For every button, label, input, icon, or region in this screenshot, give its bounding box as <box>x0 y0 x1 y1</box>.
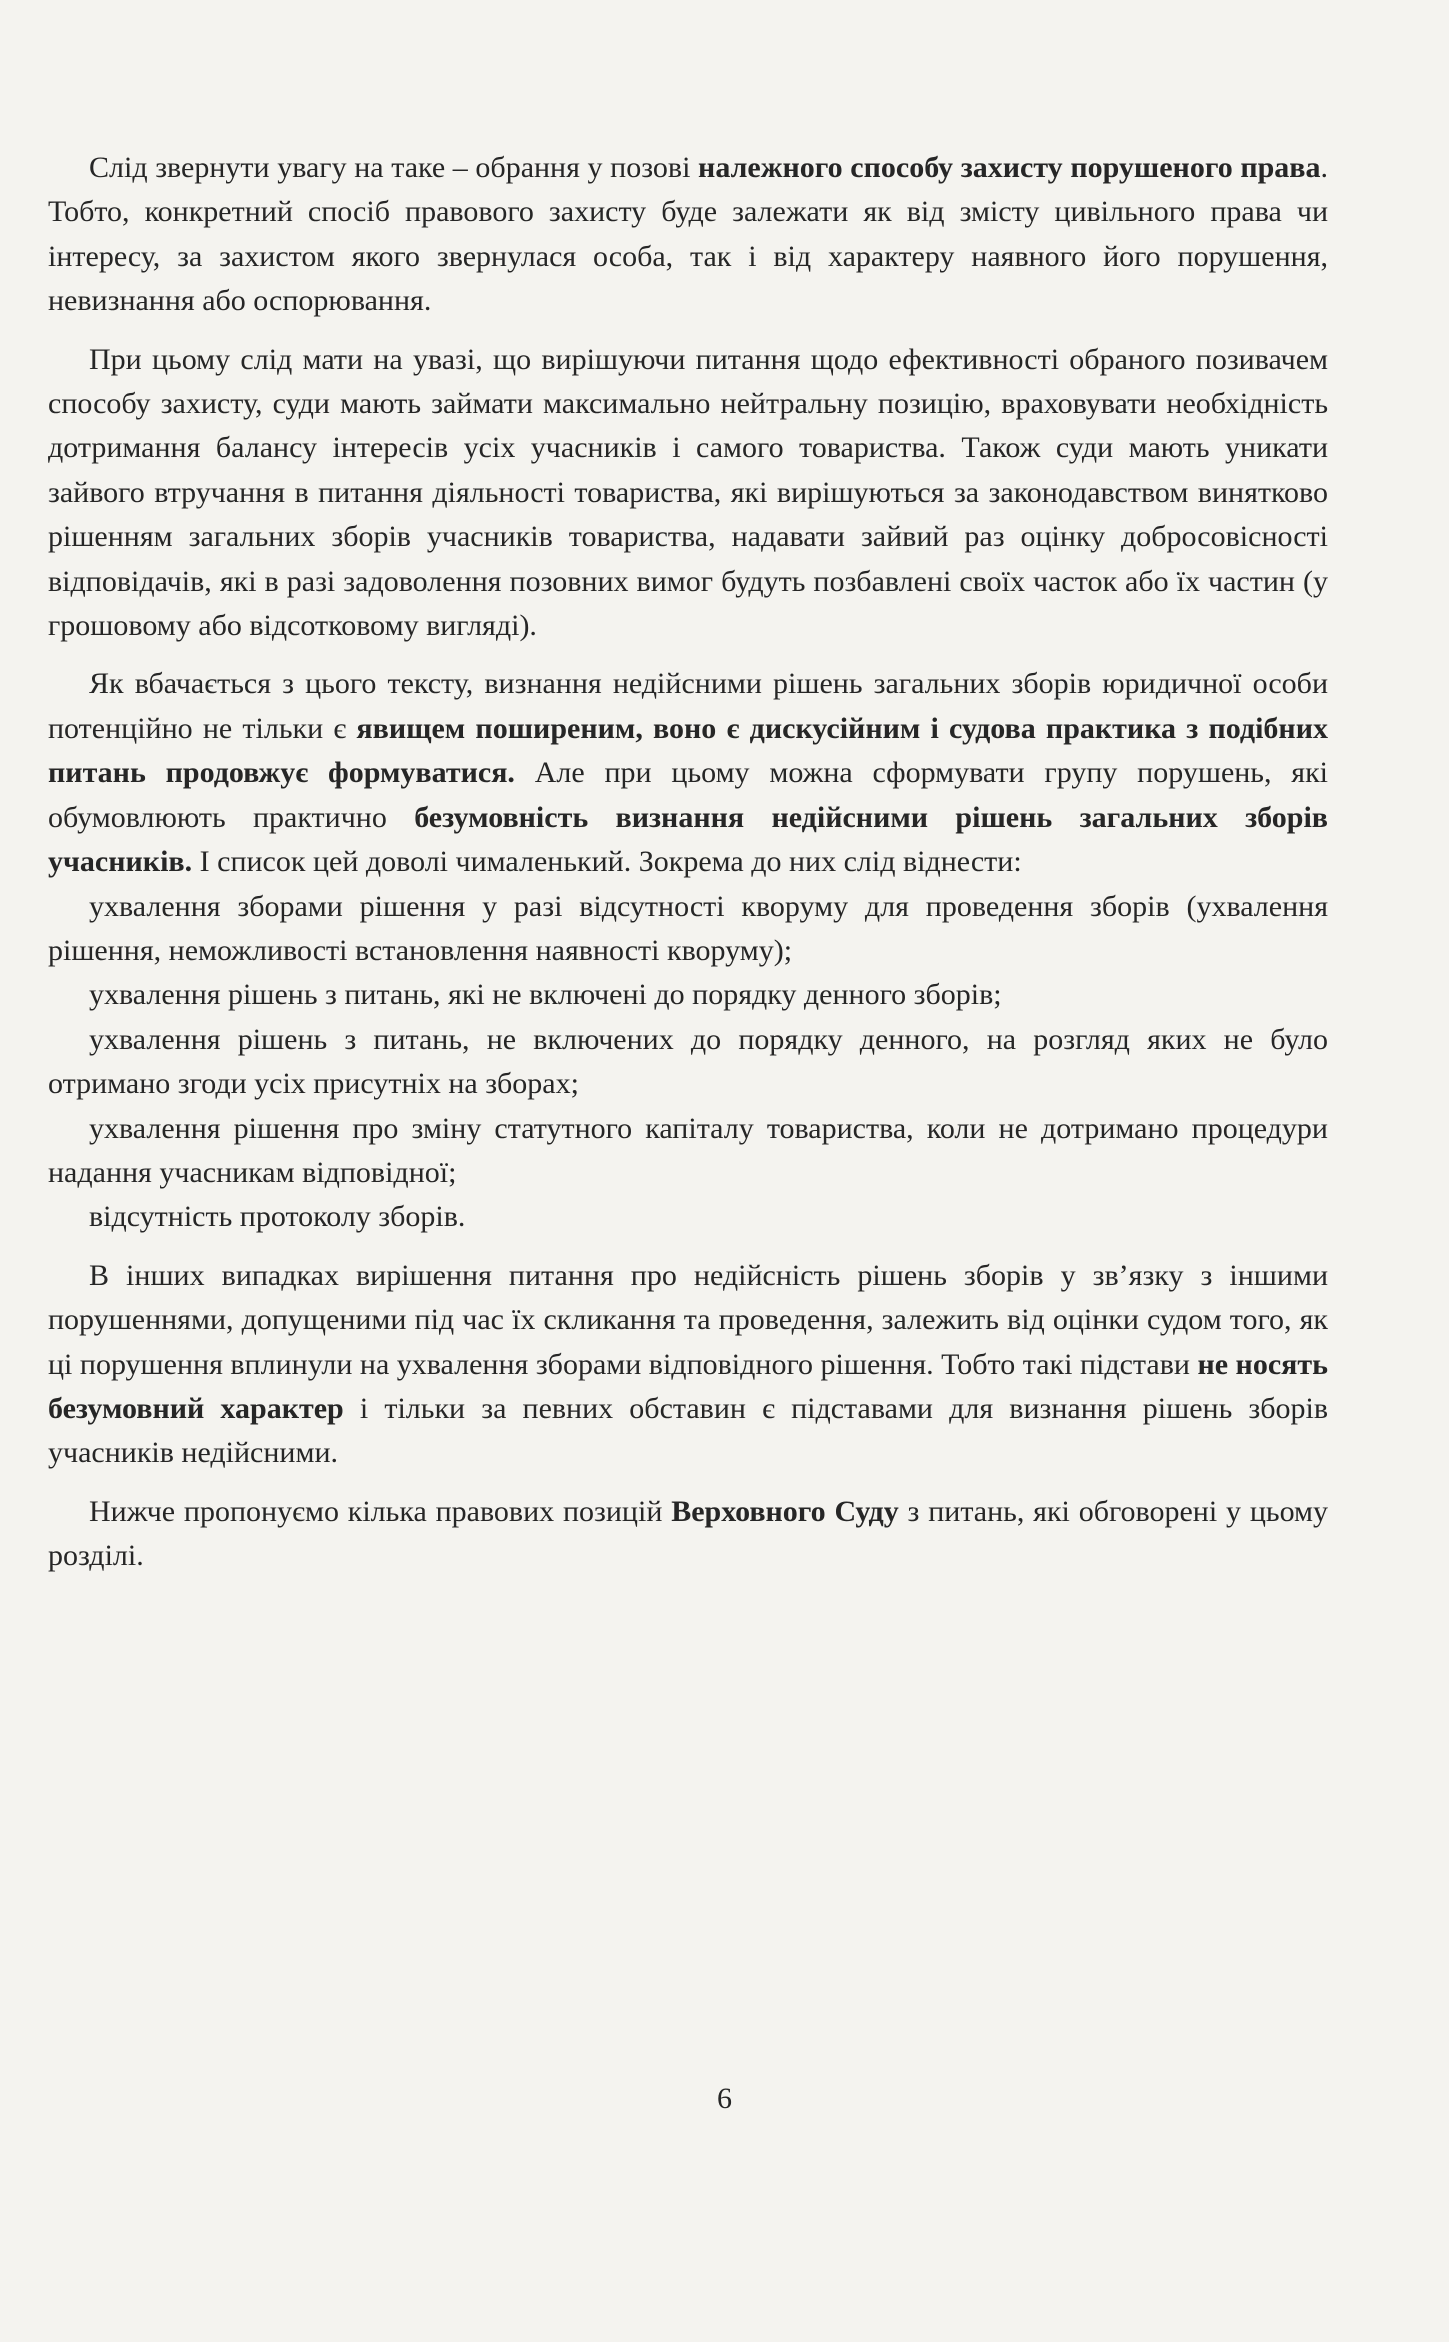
list-item: ухвалення зборами рішення у разі відсутності кворуму для проведення зборів (ухвалення рішення, неможливості встановлення наявності кворуму); <box>48 889 1328 967</box>
bold-phrase: належного способу захисту порушеного права <box>698 151 1321 184</box>
list-item: відсутність протоколу зборів. <box>89 1200 466 1234</box>
bold-phrase: безумовність визнання недійсними рішень загальних зборів учасників. <box>48 800 1328 879</box>
bold-phrase: явищем поширеним, воно є дискусійним і судова практика з подібних питань продовжує формуватися. <box>48 711 1328 790</box>
paragraph-protection-method: Слід звернути увагу на таке – обрання у позові належного способу захисту порушеного права. Тобто, конкретний спосіб правового захисту буде залежати як від змісту цивільного права чи інтересу, за захистом якого звернулася особа, так і від характеру наявного його порушення, невизнання або оспорювання. <box>48 151 1328 318</box>
paragraph-supreme-court: Нижче пропонуємо кілька правових позицій Верховного Суду з питань, які обговорені у цьому розділі. <box>48 1494 1328 1573</box>
paragraph-other-cases: В інших випадках вирішення питання про недійсність рішень зборів у зв’язку з іншими порушеннями, допущеними під час їх скликання та проведення, залежить від оцінки судом того, як ці порушення вплинули на ухвалення зборами відповідного рішення. Тобто такі підстави не носять безумовний характер і тільки за певних обставин є підставами для визнання рішень зборів учасників недійсними. <box>48 1258 1329 1470</box>
list-item: ухвалення рішень з питань, які не включені до порядку денного зборів; <box>89 978 1002 1012</box>
body-text <box>48 146 1328 1579</box>
bold-phrase: Верховного Суду <box>671 1494 899 1528</box>
list-item: ухвалення рішення про зміну статутного капіталу товариства, коли не дотримано процедури надання учасникам відповідної; <box>48 1111 1328 1189</box>
paragraph-invalidity-grounds: Як вбачається з цього тексту, визнання недійсними рішень загальних зборів юридичної особи потенційно не тільки є явищем поширеним, воно є дискусійним і судова практика з подібних питань продовжує формуватися. Але при цьому можна сформувати групу порушень, які обумовлюють практично безумовність визнання недійсними рішень загальних зборів учасників. І список цей доволі чималенький. Зокрема до них слід віднести: <box>48 667 1329 879</box>
list-item: ухвалення рішень з питань, не включених до порядку денного, на розгляд яких не було отримано згоди усіх присутніх на зборах; <box>48 1022 1328 1101</box>
page-number: 6 <box>717 2082 732 2115</box>
paragraph-court-neutrality: При цьому слід мати на увазі, що вирішуючи питання щодо ефективності обраного позивачем способу захисту, суди мають займати максимально нейтральну позицію, враховувати необхідність дотримання балансу інтересів усіх учасників і самого товариства. Також суди мають уникати зайвого втручання в питання діяльності товариства, які вирішуються за законодавством винятково рішенням загальних зборів учасників товариства, надавати зайвий раз оцінку добросовісності відповідачів, які в разі задоволення позовних вимог будуть позбавлені своїх часток або їх частин (у грошовому або відсотковому вигляді). <box>48 342 1328 643</box>
bold-phrase: не носять безумовний характер <box>48 1347 1328 1425</box>
